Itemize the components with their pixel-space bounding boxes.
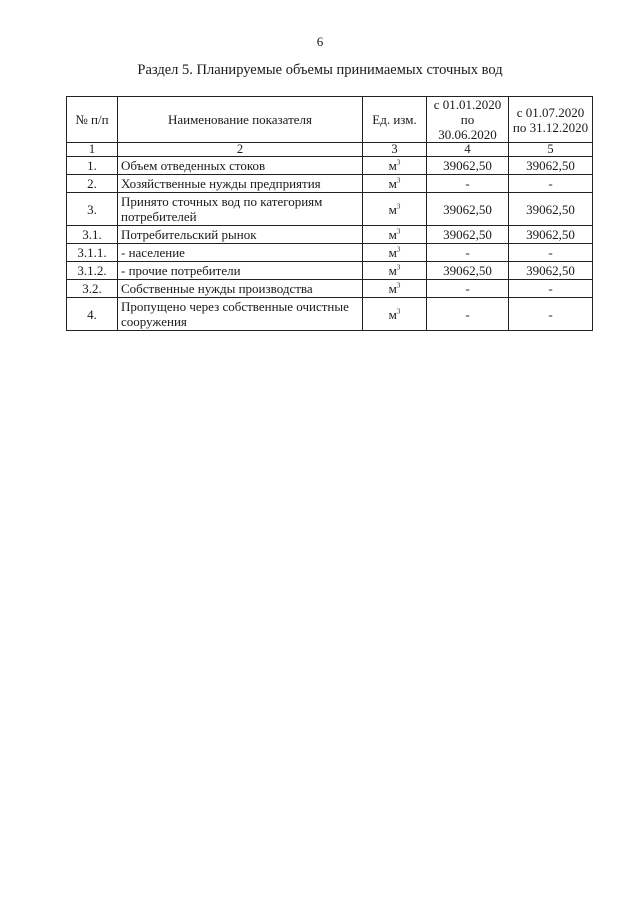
unit-exponent: 3 — [396, 263, 401, 272]
table-row — [67, 280, 593, 298]
row-number: 3.1.1. — [67, 244, 118, 262]
row-unit — [363, 193, 427, 226]
row-unit — [363, 280, 427, 298]
header-name: Наименование показателя — [118, 97, 363, 143]
table-row — [67, 244, 593, 262]
unit-base: м — [388, 176, 397, 191]
row-number: 4. — [67, 298, 118, 331]
header-row — [67, 97, 593, 143]
table-row — [67, 226, 593, 244]
header-period-1: с 01.01.2020 по 30.06.2020 — [427, 97, 509, 143]
row-number: 1. — [67, 157, 118, 175]
row-name: Потребительский рынок — [118, 226, 363, 244]
row-name: - население — [118, 244, 363, 262]
row-value-period-1: - — [427, 298, 509, 331]
row-value-period-1: - — [427, 244, 509, 262]
row-number: 3.1. — [67, 226, 118, 244]
column-index: 2 — [118, 143, 363, 157]
unit-exponent: 3 — [396, 227, 401, 236]
row-value-period-2: - — [509, 298, 593, 331]
section-title: Раздел 5. Планируемые объемы принимаемых сточных вод — [137, 62, 503, 78]
column-index-row — [67, 143, 593, 157]
table-row — [67, 298, 593, 331]
column-index: 4 — [427, 143, 509, 157]
row-value-period-1: - — [427, 175, 509, 193]
row-unit — [363, 262, 427, 280]
column-index: 3 — [363, 143, 427, 157]
row-unit — [363, 157, 427, 175]
unit-base: м — [388, 263, 397, 278]
row-value-period-2: - — [509, 280, 593, 298]
row-name: Объем отведенных стоков — [118, 157, 363, 175]
unit-base: м — [388, 281, 397, 296]
row-value-period-1: - — [427, 280, 509, 298]
row-value-period-2: 39062,50 — [509, 226, 593, 244]
row-name: Хозяйственные нужды предприятия — [118, 175, 363, 193]
table-row — [67, 262, 593, 280]
table-row — [67, 157, 593, 175]
row-unit — [363, 244, 427, 262]
row-name: - прочие потребители — [118, 262, 363, 280]
table-row — [67, 193, 593, 226]
unit-base: м — [388, 158, 397, 173]
row-value-period-2: 39062,50 — [509, 262, 593, 280]
row-name: Собственные нужды производства — [118, 280, 363, 298]
header-no: № п/п — [67, 97, 118, 143]
header-unit: Ед. изм. — [363, 97, 427, 143]
volumes-table — [66, 96, 593, 331]
row-unit — [363, 175, 427, 193]
column-index: 1 — [67, 143, 118, 157]
table-row — [67, 175, 593, 193]
row-number: 3.1.2. — [67, 262, 118, 280]
unit-base: м — [388, 306, 397, 322]
row-value-period-2: 39062,50 — [509, 157, 593, 175]
row-number: 3. — [67, 193, 118, 226]
row-name: Принято сточных вод по категориям потребителей — [118, 193, 363, 226]
row-number: 3.2. — [67, 280, 118, 298]
unit-exponent: 3 — [396, 281, 401, 290]
row-value-period-1: 39062,50 — [427, 193, 509, 226]
row-value-period-2: - — [509, 244, 593, 262]
row-unit — [363, 226, 427, 244]
unit-base: м — [388, 245, 397, 260]
header-period-2: с 01.07.2020 по 31.12.2020 — [509, 97, 593, 143]
page-number: 6 — [316, 34, 324, 49]
unit-exponent: 3 — [396, 158, 401, 167]
row-value-period-2: - — [509, 175, 593, 193]
row-value-period-1: 39062,50 — [427, 262, 509, 280]
unit-exponent: 3 — [396, 245, 401, 254]
row-value-period-2: 39062,50 — [509, 193, 593, 226]
column-index: 5 — [509, 143, 593, 157]
row-number: 2. — [67, 175, 118, 193]
row-name: Пропущено через собственные очистные сооружения — [118, 298, 363, 331]
unit-base: м — [388, 227, 397, 242]
unit-exponent: 3 — [396, 307, 401, 316]
row-value-period-1: 39062,50 — [427, 226, 509, 244]
unit-exponent: 3 — [396, 176, 401, 185]
row-unit — [363, 298, 427, 331]
unit-base: м — [388, 201, 397, 217]
unit-exponent: 3 — [396, 202, 401, 211]
row-value-period-1: 39062,50 — [427, 157, 509, 175]
